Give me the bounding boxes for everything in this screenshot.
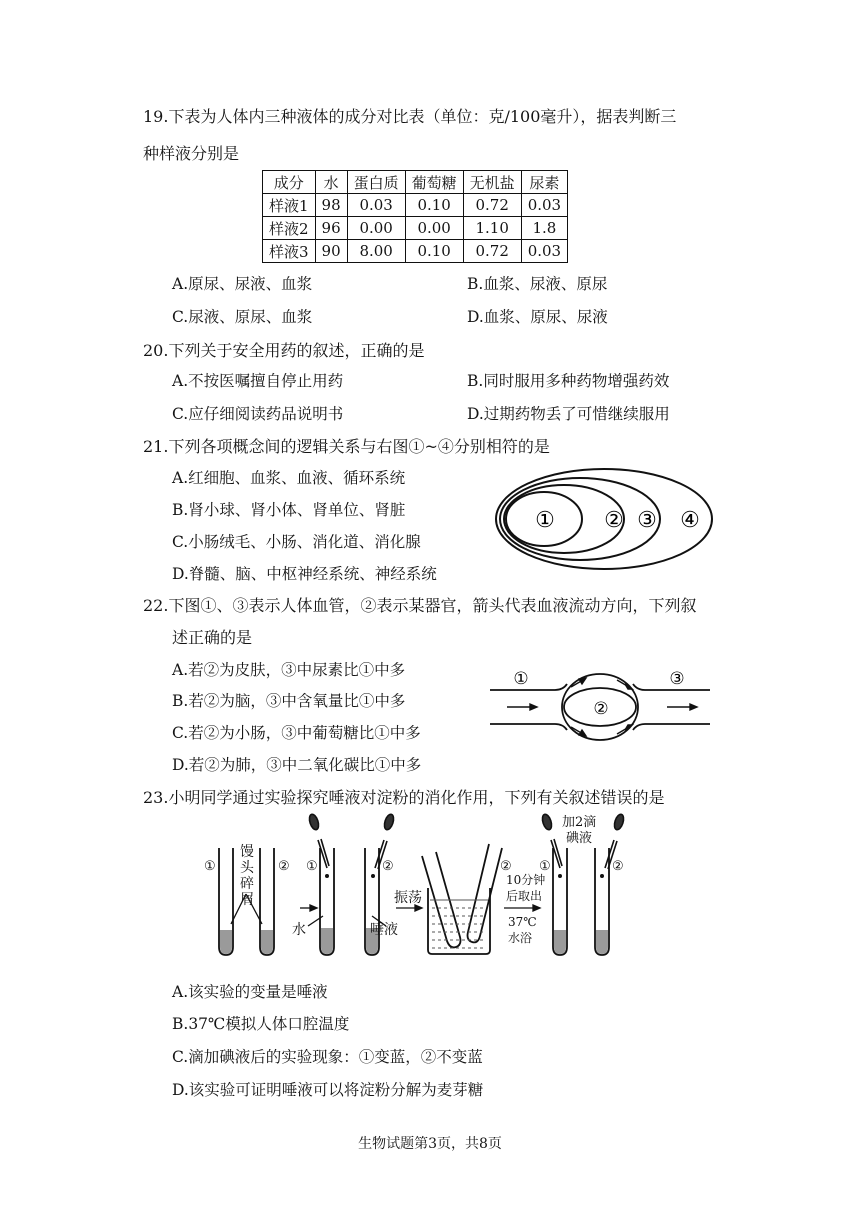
organ-label-2: ②	[593, 699, 609, 719]
table-header-cell: 水	[315, 171, 347, 194]
table-cell: 样液3	[263, 240, 316, 263]
q23-option-c: C.滴加碘液后的实验现象：①变蓝，②不变蓝	[172, 1048, 483, 1066]
iodine-label-line2: 碘液	[566, 831, 593, 846]
q21-option-c: C.小肠绒毛、小肠、消化道、消化腺	[172, 533, 421, 551]
table-cell: 90	[315, 240, 347, 263]
q22-option-c: C.若②为小肠，③中葡萄糖比①中多	[172, 724, 421, 742]
table-cell: 0.03	[521, 240, 567, 263]
q22-option-b: B.若②为脑，③中含氧量比①中多	[172, 692, 406, 710]
bath-label-line1: 37℃	[508, 915, 537, 929]
q21-option-a: A.红细胞、血浆、血液、循环系统	[172, 469, 406, 487]
iodine-label-line1: 加2滴	[562, 815, 597, 830]
water-label: 水	[292, 922, 306, 938]
q22-stem-line2: 述正确的是	[172, 628, 253, 647]
table-cell: 0.72	[463, 194, 521, 217]
q20-option-b: B.同时服用多种药物增强药效	[467, 372, 670, 390]
table-cell: 0.03	[521, 194, 567, 217]
q22-stem-line1: 22.下图①、③表示人体血管，②表示某器官，箭头代表血液流动方向，下列叙	[143, 596, 697, 615]
q22-option-d: D.若②为肺，③中二氧化碳比①中多	[172, 756, 422, 774]
q19-option-d: D.血浆、原尿、尿液	[467, 308, 608, 326]
q23-option-b: B.37℃模拟人体口腔温度	[172, 1015, 350, 1033]
page-footer: 生物试题第3页，共8页	[358, 1136, 502, 1152]
time-label-line2: 后取出	[506, 889, 543, 903]
q21-option-b: B.肾小球、肾小体、肾单位、肾脏	[172, 501, 406, 519]
bread-label-char: 馒	[240, 844, 254, 860]
q19-option-a: A.原尿、尿液、血浆	[172, 275, 313, 293]
water-bath-water	[430, 900, 488, 948]
q20-option-d: D.过期药物丢了可惜继续服用	[467, 405, 670, 423]
nested-ellipses-figure	[490, 465, 730, 575]
bath-label-line2: 水浴	[508, 931, 533, 945]
time-label-line1: 10分钟	[506, 873, 546, 887]
q23-option-a: A.该实验的变量是唾液	[172, 983, 328, 1001]
table-cell: 样液2	[263, 217, 316, 240]
q19-stem-line1: 19.下表为人体内三种液体的成分对比表（单位：克/100毫升），据表判断三	[143, 107, 677, 126]
table-row	[263, 240, 568, 263]
bread-label-char: 屑	[240, 892, 254, 908]
saliva-experiment-figure	[196, 812, 646, 962]
q23-stem: 23.小明同学通过实验探究唾液对淀粉的消化作用，下列有关叙述错误的是	[143, 788, 665, 807]
vessel-label-3: ③	[669, 669, 685, 689]
ellipse-label-1: ①	[535, 508, 555, 533]
q20-option-c: C.应仔细阅读药品说明书	[172, 405, 344, 423]
q22-option-a: A.若②为皮肤，③中尿素比①中多	[172, 661, 406, 679]
ellipse-label-2: ②	[604, 508, 624, 533]
ellipse-label-3: ③	[637, 508, 657, 533]
table-cell: 98	[315, 194, 347, 217]
vessel-label-1: ①	[513, 669, 529, 689]
table-cell: 1.10	[463, 217, 521, 240]
table-header-cell: 尿素	[521, 171, 567, 194]
table-header-cell: 蛋白质	[347, 171, 405, 194]
table-cell: 0.00	[347, 217, 405, 240]
q19-stem-line2: 种样液分别是	[143, 144, 240, 163]
q21-option-d: D.脊髓、脑、中枢神经系统、神经系统	[172, 565, 437, 583]
composition-table	[262, 170, 568, 263]
q23-option-d: D.该实验可证明唾液可以将淀粉分解为麦芽糖	[172, 1081, 484, 1099]
tube-label-1: ①	[539, 859, 551, 874]
table-header-cell: 葡萄糖	[405, 171, 463, 194]
vessel-organ-figure	[485, 660, 715, 760]
table-cell: 0.00	[405, 217, 463, 240]
q19-option-c: C.尿液、原尿、血浆	[172, 308, 313, 326]
q21-stem: 21.下列各项概念间的逻辑关系与右图①~④分别相符的是	[143, 437, 550, 456]
tube-label-1: ①	[204, 859, 216, 874]
table-cell: 96	[315, 217, 347, 240]
table-cell: 样液1	[263, 194, 316, 217]
tube-label-2: ②	[278, 859, 290, 874]
table-cell: 0.03	[347, 194, 405, 217]
table-header-cell: 无机盐	[463, 171, 521, 194]
ellipse-3	[500, 478, 660, 560]
test-tube-bath-2	[468, 844, 503, 942]
table-cell: 8.00	[347, 240, 405, 263]
tube-label-2: ②	[612, 859, 624, 874]
ellipse-label-4: ④	[680, 508, 700, 533]
table-header-row	[263, 171, 568, 194]
q20-option-a: A.不按医嘱擅自停止用药	[172, 372, 344, 390]
table-header-cell: 成分	[263, 171, 316, 194]
table-cell: 0.10	[405, 194, 463, 217]
table-cell: 0.10	[405, 240, 463, 263]
tube-label-2: ②	[500, 859, 512, 874]
table-row	[263, 194, 568, 217]
bread-label-char: 碎	[240, 876, 254, 892]
tube-label-2: ②	[382, 859, 394, 874]
q20-stem: 20.下列关于安全用药的叙述，正确的是	[143, 341, 425, 360]
q19-option-b: B.血浆、尿液、原尿	[467, 275, 608, 293]
table-cell: 0.72	[463, 240, 521, 263]
table-row	[263, 217, 568, 240]
saliva-label: 唾液	[370, 922, 398, 938]
bread-label-char: 头	[240, 860, 254, 876]
tube-label-1: ①	[306, 859, 318, 874]
table-cell: 1.8	[521, 217, 567, 240]
shake-label: 振荡	[394, 890, 422, 906]
